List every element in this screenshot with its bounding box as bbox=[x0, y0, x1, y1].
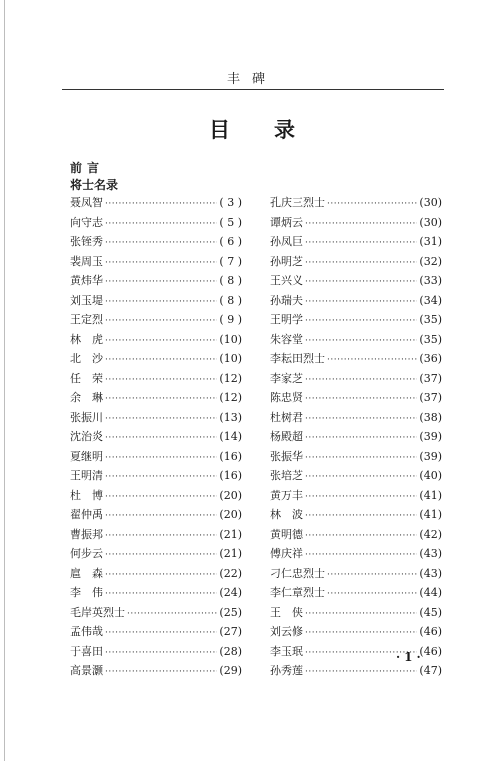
toc-entry-page: (43) bbox=[419, 547, 442, 560]
toc-entry-name: 孙凤巨 bbox=[270, 235, 303, 248]
toc-entry-name: 刘玉堤 bbox=[70, 293, 103, 307]
toc-entry[interactable] bbox=[70, 622, 242, 642]
toc-entry-page: (24) bbox=[219, 586, 242, 599]
toc-entry[interactable] bbox=[70, 603, 242, 623]
dot-leader bbox=[105, 644, 217, 664]
toc-title: 目录 bbox=[209, 118, 339, 142]
toc-entry-name: 刘云修 bbox=[270, 625, 303, 638]
dot-leader bbox=[327, 351, 417, 371]
toc-entry[interactable] bbox=[70, 486, 242, 506]
toc-entry-page: ( 3 ) bbox=[219, 196, 242, 209]
dot-leader bbox=[105, 410, 217, 430]
toc-entry-name: 李耘田烈士 bbox=[270, 352, 325, 365]
toc-entry-name: 张铚秀 bbox=[70, 235, 103, 248]
toc-entry-page: (20) bbox=[219, 488, 242, 502]
toc-entry-page: (40) bbox=[419, 469, 442, 482]
toc-entry[interactable] bbox=[270, 388, 442, 408]
running-header-title: 丰碑 bbox=[226, 72, 277, 87]
toc-entry-page: (22) bbox=[219, 566, 242, 580]
toc-preface-heading: 前言 bbox=[70, 161, 105, 175]
toc-entry-name: 林 波 bbox=[270, 508, 303, 521]
toc-entry[interactable] bbox=[270, 310, 442, 330]
toc-entry-name: 孔庆三烈士 bbox=[270, 196, 325, 209]
toc-entry[interactable] bbox=[70, 466, 242, 486]
dot-leader bbox=[305, 234, 417, 254]
dot-leader bbox=[305, 293, 417, 313]
toc-entry-page: ( 7 ) bbox=[219, 254, 242, 268]
toc-entry-name: 王 侠 bbox=[270, 605, 303, 619]
toc-entry[interactable] bbox=[70, 310, 242, 330]
toc-entry-page: (30) bbox=[419, 215, 442, 229]
toc-entry[interactable] bbox=[270, 193, 442, 213]
toc-entry-name: 翟仲禹 bbox=[70, 508, 103, 521]
dot-leader bbox=[105, 371, 217, 391]
toc-entry[interactable] bbox=[70, 369, 242, 389]
dot-leader bbox=[305, 254, 417, 274]
toc-entry-page: (45) bbox=[419, 605, 442, 619]
toc-entry-name: 杨殿超 bbox=[270, 430, 303, 443]
dot-leader bbox=[305, 273, 417, 293]
toc-entry-name: 聂凤智 bbox=[70, 196, 103, 209]
toc-entry[interactable] bbox=[270, 330, 442, 350]
toc-entry[interactable] bbox=[270, 427, 442, 447]
dot-leader bbox=[105, 273, 217, 293]
toc-entry-page: (47) bbox=[419, 664, 442, 677]
toc-entry-name: 王兴义 bbox=[270, 274, 303, 287]
dot-leader bbox=[105, 234, 217, 254]
toc-entry-page: (37) bbox=[419, 391, 442, 404]
toc-entry[interactable] bbox=[70, 213, 242, 233]
dot-leader bbox=[305, 429, 417, 449]
toc-entry[interactable] bbox=[270, 408, 442, 428]
toc-entry-name: 北 沙 bbox=[70, 352, 103, 365]
toc-entry[interactable] bbox=[270, 564, 442, 584]
toc-entry-name: 孙瑞夫 bbox=[270, 293, 303, 307]
toc-entry-name: 王明学 bbox=[270, 313, 303, 326]
toc-entry[interactable] bbox=[70, 349, 242, 369]
toc-entry[interactable] bbox=[70, 583, 242, 603]
toc-entry-name: 杜 博 bbox=[70, 488, 103, 502]
toc-entry-page: (10) bbox=[219, 352, 242, 365]
toc-entry[interactable] bbox=[70, 408, 242, 428]
toc-entry[interactable] bbox=[70, 447, 242, 467]
toc-entry-page: (29) bbox=[219, 664, 242, 677]
toc-entry-page: (33) bbox=[419, 274, 442, 287]
toc-entry-name: 黄炜华 bbox=[70, 274, 103, 287]
dot-leader bbox=[105, 507, 217, 527]
toc-entry-page: (10) bbox=[219, 332, 242, 346]
toc-entry-name: 曹振邦 bbox=[70, 527, 103, 541]
toc-entry[interactable] bbox=[270, 252, 442, 272]
dot-leader bbox=[305, 527, 417, 547]
toc-entry[interactable] bbox=[70, 193, 242, 213]
toc-entry[interactable] bbox=[70, 330, 242, 350]
toc-entry[interactable] bbox=[270, 486, 442, 506]
dot-leader bbox=[105, 449, 217, 469]
toc-entry[interactable] bbox=[70, 564, 242, 584]
dot-leader bbox=[305, 390, 417, 410]
toc-entry[interactable] bbox=[270, 583, 442, 603]
dot-leader bbox=[305, 605, 417, 625]
toc-entry-page: (12) bbox=[219, 391, 242, 404]
dot-leader bbox=[305, 449, 417, 469]
dot-leader bbox=[105, 312, 217, 332]
toc-entry-name: 黄明德 bbox=[270, 527, 303, 541]
toc-entry[interactable] bbox=[270, 213, 442, 233]
dot-leader bbox=[105, 215, 217, 235]
toc-entry-name: 孟伟哉 bbox=[70, 625, 103, 638]
toc-entry-name: 刁仁忠烈士 bbox=[270, 566, 325, 580]
page-number: ·1· bbox=[396, 650, 425, 664]
dot-leader bbox=[105, 429, 217, 449]
dot-leader bbox=[105, 254, 217, 274]
dot-leader bbox=[327, 195, 417, 215]
dot-leader bbox=[105, 351, 217, 371]
dot-leader bbox=[105, 332, 217, 352]
dot-leader bbox=[105, 624, 217, 644]
toc-entry-name: 高景灏 bbox=[70, 664, 103, 677]
toc-entry[interactable] bbox=[270, 622, 442, 642]
toc-entry[interactable] bbox=[270, 603, 442, 623]
toc-column-left bbox=[70, 193, 242, 681]
toc-entry[interactable] bbox=[270, 271, 442, 291]
dot-leader bbox=[105, 546, 217, 566]
toc-entry-page: (30) bbox=[419, 196, 442, 209]
toc-entry[interactable] bbox=[270, 349, 442, 369]
toc-entry-page: (46) bbox=[419, 625, 442, 638]
toc-entry[interactable] bbox=[70, 232, 242, 252]
toc-section-heading: 将士名录 bbox=[70, 178, 119, 192]
toc-entry-name: 李 伟 bbox=[70, 586, 103, 599]
toc-entry[interactable] bbox=[70, 291, 242, 311]
toc-entry-name: 扈 森 bbox=[70, 566, 103, 580]
toc-entry-name: 裴周玉 bbox=[70, 254, 103, 268]
toc-entry-page: (16) bbox=[219, 449, 242, 463]
toc-entry-page: (21) bbox=[219, 527, 242, 541]
toc-entry[interactable] bbox=[70, 505, 242, 525]
toc-entry-name: 杜树君 bbox=[270, 410, 303, 424]
toc-entry-page: (12) bbox=[219, 371, 242, 385]
dot-leader bbox=[105, 488, 217, 508]
toc-entry-page: (35) bbox=[419, 332, 442, 346]
toc-entry-name: 毛岸英烈士 bbox=[70, 605, 125, 619]
dot-leader bbox=[105, 527, 217, 547]
toc-entry-page: (27) bbox=[219, 625, 242, 638]
toc-entry[interactable] bbox=[270, 291, 442, 311]
toc-entry-name: 何步云 bbox=[70, 547, 103, 560]
dot-leader bbox=[305, 371, 417, 391]
toc-entry[interactable] bbox=[70, 642, 242, 662]
toc-entry-page: (13) bbox=[219, 410, 242, 424]
toc-entry-name: 余 琳 bbox=[70, 391, 103, 404]
dot-leader bbox=[127, 605, 217, 625]
toc-entry-page: (44) bbox=[419, 586, 442, 599]
toc-entry[interactable] bbox=[270, 505, 442, 525]
dot-leader bbox=[105, 663, 217, 683]
toc-entry-name: 王明清 bbox=[70, 469, 103, 482]
dot-leader bbox=[105, 566, 217, 586]
toc-entry-name: 沈治炎 bbox=[70, 430, 103, 443]
dot-leader bbox=[305, 624, 417, 644]
toc-entry-page: ( 9 ) bbox=[219, 313, 242, 326]
toc-entry-page: (39) bbox=[419, 449, 442, 463]
toc-entry[interactable] bbox=[70, 544, 242, 564]
dot-leader bbox=[327, 566, 417, 586]
toc-entry[interactable] bbox=[270, 232, 442, 252]
toc-entry-page: (39) bbox=[419, 430, 442, 443]
toc-entry-name: 孙明芝 bbox=[270, 254, 303, 268]
toc-entry-name: 谭炳云 bbox=[270, 215, 303, 229]
toc-entry-name: 张振川 bbox=[70, 410, 103, 424]
toc-entry-page: (41) bbox=[419, 488, 442, 502]
toc-entry-name: 林 虎 bbox=[70, 332, 103, 346]
toc-entry-page: (35) bbox=[419, 313, 442, 326]
dot-leader bbox=[305, 488, 417, 508]
toc-entry[interactable] bbox=[70, 271, 242, 291]
toc-entry-name: 任 荣 bbox=[70, 371, 103, 385]
toc-entry[interactable] bbox=[70, 252, 242, 272]
toc-entry-page: ( 6 ) bbox=[219, 235, 242, 248]
toc-entry-name: 王定烈 bbox=[70, 313, 103, 326]
toc-entry-page: (21) bbox=[219, 547, 242, 560]
toc-entry-page: (14) bbox=[219, 430, 242, 443]
toc-entry[interactable] bbox=[270, 369, 442, 389]
toc-entry-name: 夏继明 bbox=[70, 449, 103, 463]
toc-entry-page: (36) bbox=[419, 352, 442, 365]
toc-entry[interactable] bbox=[270, 544, 442, 564]
toc-entry[interactable] bbox=[70, 388, 242, 408]
toc-entry-name: 陈忠贤 bbox=[270, 391, 303, 404]
toc-entry-page: (31) bbox=[419, 235, 442, 248]
header-rule bbox=[62, 89, 444, 90]
toc-entry-page: (28) bbox=[219, 644, 242, 658]
dot-leader bbox=[305, 215, 417, 235]
dot-leader bbox=[105, 293, 217, 313]
toc-entry-name: 李玉珉 bbox=[270, 644, 303, 658]
toc-entry-name: 于喜田 bbox=[70, 644, 103, 658]
toc-entry-name: 张培芝 bbox=[270, 469, 303, 482]
dot-leader bbox=[305, 410, 417, 430]
dot-leader bbox=[105, 195, 217, 215]
toc-entry[interactable] bbox=[70, 427, 242, 447]
dot-leader bbox=[105, 390, 217, 410]
toc-entry-page: (20) bbox=[219, 508, 242, 521]
toc-entry[interactable] bbox=[270, 466, 442, 486]
toc-entry-page: (32) bbox=[419, 254, 442, 268]
toc-entry-page: ( 8 ) bbox=[219, 274, 242, 287]
toc-entry[interactable] bbox=[270, 447, 442, 467]
toc-entry-page: (34) bbox=[419, 293, 442, 307]
dot-leader bbox=[105, 468, 217, 488]
toc-entry-name: 张振华 bbox=[270, 449, 303, 463]
toc-entry[interactable] bbox=[70, 661, 242, 681]
dot-leader bbox=[305, 468, 417, 488]
toc-entry-page: ( 8 ) bbox=[219, 293, 242, 307]
dot-leader bbox=[305, 312, 417, 332]
toc-entry-page: (37) bbox=[419, 371, 442, 385]
toc-entry-page: (25) bbox=[219, 605, 242, 619]
dot-leader bbox=[327, 585, 417, 605]
toc-entry-page: ( 5 ) bbox=[219, 215, 242, 229]
toc-entry-name: 李仁章烈士 bbox=[270, 586, 325, 599]
toc-entry-page: (16) bbox=[219, 469, 242, 482]
toc-entry-page: (41) bbox=[419, 508, 442, 521]
dot-leader bbox=[305, 507, 417, 527]
toc-entry-name: 李家芝 bbox=[270, 371, 303, 385]
toc-entry[interactable] bbox=[70, 525, 242, 545]
toc-entry-page: (46) bbox=[419, 644, 442, 658]
toc-entry-page: (43) bbox=[419, 566, 442, 580]
dot-leader bbox=[305, 663, 417, 683]
toc-entry-name: 傅庆祥 bbox=[270, 547, 303, 560]
toc-entry-name: 孙秀莲 bbox=[270, 664, 303, 677]
toc-entry-name: 向守志 bbox=[70, 215, 103, 229]
toc-column-right bbox=[270, 193, 442, 681]
toc-entry[interactable] bbox=[270, 525, 442, 545]
toc-entry-name: 黄万丰 bbox=[270, 488, 303, 502]
toc-entry-name: 朱容堂 bbox=[270, 332, 303, 346]
toc-entry-page: (42) bbox=[419, 527, 442, 541]
toc-entry-page: (38) bbox=[419, 410, 442, 424]
